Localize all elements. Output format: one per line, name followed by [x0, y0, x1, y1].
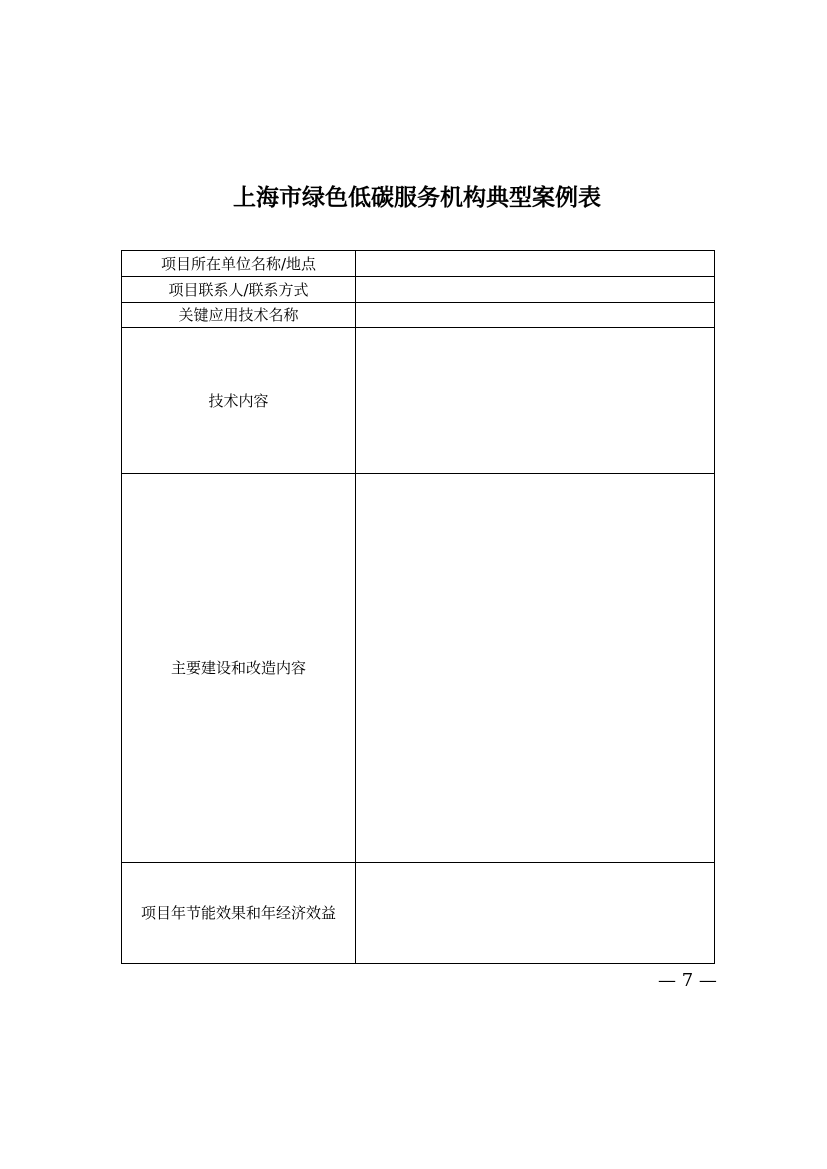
row-label-key-technology: 关键应用技术名称: [122, 303, 356, 328]
table-row: [122, 328, 715, 474]
row-value-construction-content[interactable]: [356, 474, 715, 863]
table-row: [122, 251, 715, 277]
row-label-contact: 项目联系人/联系方式: [122, 277, 356, 303]
row-label-technical-content: 技术内容: [122, 328, 356, 474]
table-row: [122, 863, 715, 964]
row-label-unit-location: 项目所在单位名称/地点: [122, 251, 356, 277]
row-value-benefits[interactable]: [356, 863, 715, 964]
page-number: — 7 —: [658, 970, 717, 991]
row-value-key-technology[interactable]: [356, 303, 715, 328]
table-row: [122, 277, 715, 303]
row-value-technical-content[interactable]: [356, 328, 715, 474]
document-title: 上海市绿色低碳服务机构典型案例表: [233, 185, 601, 211]
case-form-table: [121, 250, 715, 964]
row-label-benefits: 项目年节能效果和年经济效益: [122, 863, 356, 964]
table-row: [122, 474, 715, 863]
row-value-unit-location[interactable]: [356, 251, 715, 277]
table-row: [122, 303, 715, 328]
row-value-contact[interactable]: [356, 277, 715, 303]
row-label-construction-content: 主要建设和改造内容: [122, 474, 356, 863]
